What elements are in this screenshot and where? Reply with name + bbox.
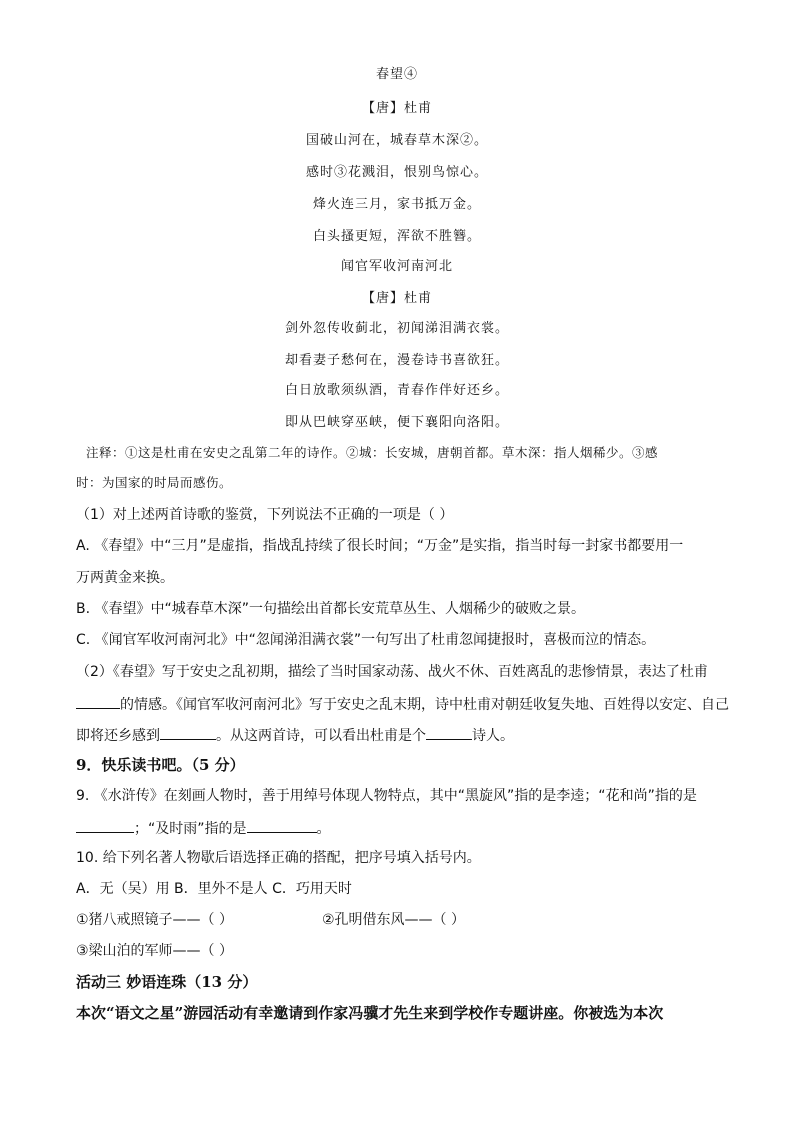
- q1-stem: （1）对上述两首诗歌的鉴赏，下列说法不正确的一项是（ ）: [76, 507, 454, 523]
- poem2-line-1: 剑外忽传收蓟北，初闻涕泪满衣裳。: [284, 321, 509, 336]
- q10-options: A．无（吴）用 B．里外不是人 C．巧用天时: [76, 881, 352, 897]
- poem1-line-2: 感时③花溅泪，恨别鸟惊心。: [305, 165, 488, 180]
- q2-line-3-b: 。从这两首诗，可以看出杜甫是个: [216, 728, 426, 744]
- poem2-line-4: 即从巴峡穿巫峡，便下襄阳向洛阳。: [284, 415, 509, 430]
- answer-blank[interactable]: [247, 818, 317, 833]
- poem1-line-3: 烽火连三月，家书抵万金。: [312, 197, 481, 212]
- q2-line-2-text: 的情感。《闻官军收河南河北》写于安史之乱末期，诗中杜甫对朝廷收复失地、百姓得以安定、自己: [120, 697, 729, 713]
- poem1-line-1: 国破山河在，城春草木深②。: [305, 133, 488, 148]
- q2-line-3: [76, 725, 726, 745]
- q9-line-1: 9. 《水浒传》在刻画人物时，善于用绰号体现人物特点，其中“黑旋风”指的是李逵；“花和尚”指的是: [76, 788, 697, 804]
- q9-end: 。: [316, 821, 331, 837]
- q1-option-b: B. 《春望》中“城春草木深”一句描绘出首都长安荒草丛生、人烟稀少的破败之景。: [76, 601, 586, 617]
- q1-option-a-line-1: A. 《春望》中“三月”是虚指，指战乱持续了很长时间；“万金”是实指，指当时每一封家书都要用一: [76, 538, 684, 554]
- q2-line-3-a: 即将还乡感到: [76, 728, 160, 744]
- answer-blank[interactable]: [76, 694, 120, 709]
- q2-line-3-c: 诗人。: [472, 728, 514, 744]
- activity-3-text: 本次“语文之星”游园活动有幸邀请到作家冯骥才先生来到学校作专题讲座。你被选为本次: [76, 1004, 664, 1022]
- q1-option-c: C. 《闻官军收河南河北》中“忽闻涕泪满衣裳”一句写出了杜甫忽闻捷报时，喜极而泣的情态。: [76, 632, 656, 648]
- note-line-1: 注释：①这是杜甫在安史之乱第二年的诗作。②城：长安城，唐朝首都。草木深：指人烟稀少。③感: [86, 445, 659, 460]
- q10-item-2: ②孔明借东风——（ ）: [322, 912, 466, 928]
- poem1-author: 【唐】杜甫: [361, 101, 432, 116]
- poem2-title: 闻官军收河南河北: [340, 259, 453, 274]
- note-line-2: 时：为国家的时局而感伤。: [76, 475, 233, 490]
- q10-item-1: ①猪八戒照镜子——（ ）: [76, 912, 234, 928]
- poem2-author: 【唐】杜甫: [361, 291, 432, 306]
- q1-option-a-line-2: 万两黄金来换。: [76, 570, 174, 586]
- answer-blank[interactable]: [426, 725, 472, 740]
- q9-line-2: [76, 818, 726, 838]
- poem2-line-3: 白日放歌须纵酒，青春作伴好还乡。: [284, 383, 509, 398]
- q10-item-3: ③梁山泊的军师——（ ）: [76, 943, 234, 959]
- q2-line-2: [76, 694, 729, 714]
- q2-line-1: （2）《春望》写于安史之乱初期，描绘了当时国家动荡、战火不休、百姓离乱的悲惨情景，表达了杜甫: [76, 664, 708, 680]
- activity-3-heading: 活动三 妙语连珠（13 分）: [76, 973, 258, 991]
- poem1-title: 春望④: [375, 67, 418, 82]
- answer-blank[interactable]: [76, 818, 134, 833]
- section-9-heading: 9．快乐读书吧。（5 分）: [76, 756, 245, 774]
- q10-stem: 10. 给下列名著人物歇后语选择正确的搭配，把序号填入括号内。: [76, 850, 481, 866]
- answer-blank[interactable]: [160, 725, 216, 740]
- poem1-line-4: 白头搔更短，浑欲不胜簪。: [312, 229, 481, 244]
- poem2-line-2: 却看妻子愁何在，漫卷诗书喜欲狂。: [284, 353, 509, 368]
- q9-mid: ；“及时雨”指的是: [134, 821, 247, 837]
